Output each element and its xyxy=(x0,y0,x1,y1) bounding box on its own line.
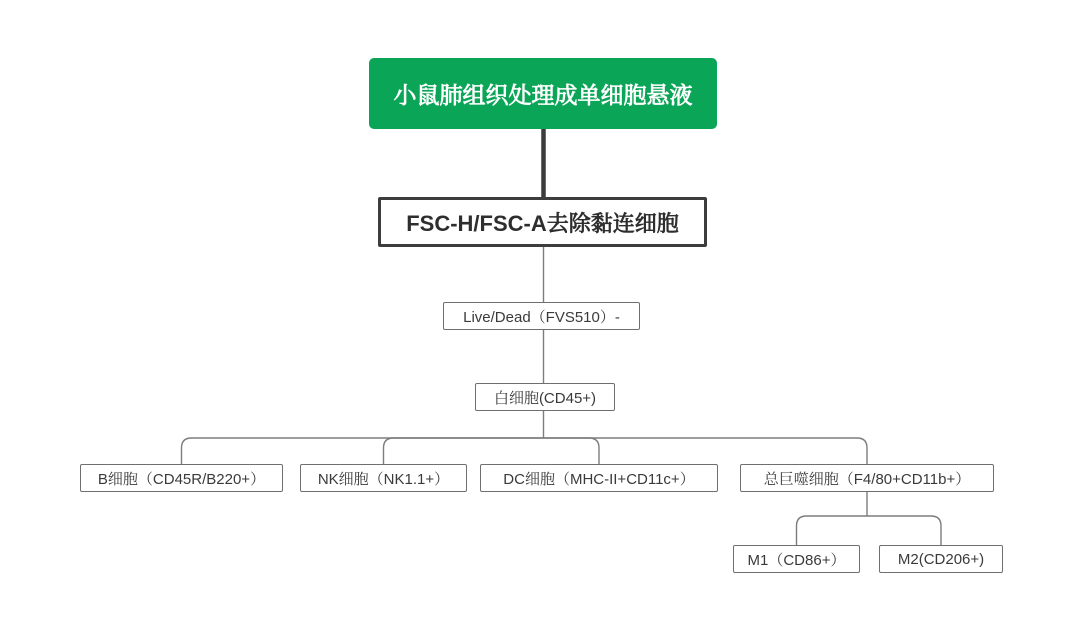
node-nk-cell: NK细胞（NK1.1+） xyxy=(300,464,467,492)
node-leukocyte-cd45: 白细胞(CD45+) xyxy=(475,383,615,411)
node-b-cell: B细胞（CD45R/B220+） xyxy=(80,464,283,492)
connector-mac-m2 xyxy=(867,516,941,545)
connector-cd45-mac xyxy=(544,438,868,464)
node-total-macrophage: 总巨噬细胞（F4/80+CD11b+） xyxy=(740,464,994,492)
connector-cd45-bcell xyxy=(182,438,544,464)
node-dc-cell: DC细胞（MHC-II+CD11c+） xyxy=(480,464,718,492)
node-live-dead-gate: Live/Dead（FVS510）- xyxy=(443,302,640,330)
node-m2-macrophage: M2(CD206+) xyxy=(879,545,1003,573)
connector-cd45-nk xyxy=(384,438,544,464)
node-fsc-doublet-removal: FSC-H/FSC-A去除黏连细胞 xyxy=(378,197,707,247)
connector-cd45-dc xyxy=(544,438,600,464)
node-m1-macrophage: M1（CD86+） xyxy=(733,545,860,573)
connector-mac-m1 xyxy=(797,516,868,545)
node-root-single-cell-suspension: 小鼠肺组织处理成单细胞悬液 xyxy=(369,58,717,129)
